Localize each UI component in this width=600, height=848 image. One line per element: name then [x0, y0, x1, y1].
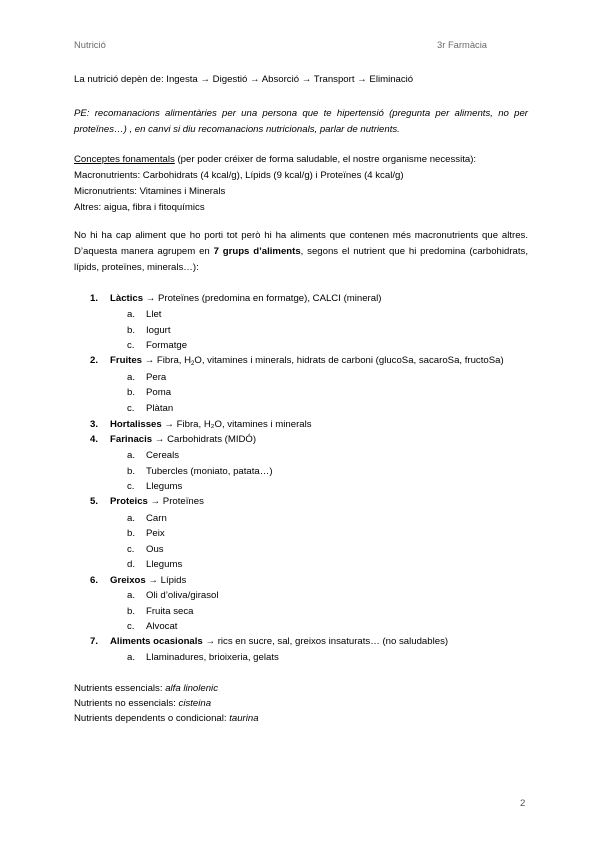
- note-value: taurina: [229, 713, 259, 724]
- item-letter: c.: [127, 403, 135, 414]
- item-text: Poma: [146, 387, 172, 398]
- group-number: 3.: [90, 419, 99, 430]
- note-label: Nutrients no essencials:: [74, 698, 179, 709]
- paragraph-after: , segons el nutrient que hi predomina (carbohidrats, lípids, proteïnes, minerals…):: [74, 246, 528, 274]
- concepts-heading: [74, 154, 476, 165]
- intro-line: La nutrició depèn de: Ingesta → Digestió → Absorció → Transport → Eliminació: [74, 74, 414, 85]
- group-desc: → Carbohidrats (MIDÓ): [152, 434, 257, 445]
- concepts-title-rest: (per poder créixer de forma saludable, el nostre organisme necessita):: [174, 154, 477, 165]
- group-line: [110, 355, 504, 367]
- group-line: [110, 636, 448, 647]
- group-name: Aliments ocasionals: [110, 636, 203, 647]
- group-line: [110, 575, 186, 586]
- item-text: Iogurt: [146, 325, 171, 336]
- item-letter: a.: [127, 372, 136, 383]
- groups-paragraph: [74, 228, 528, 277]
- item-text: Carn: [146, 513, 167, 524]
- paragraph-before: No hi ha cap aliment que ho porti tot però hi ha aliments que contenen més macronutrients que altres. D’aquesta manera agrupem en: [74, 230, 528, 258]
- item-letter: c.: [127, 621, 135, 632]
- altres-line: Altres: aigua, fibra i fitoquímics: [74, 202, 205, 213]
- note-essential: [74, 683, 218, 694]
- item-text: Llegums: [146, 559, 183, 570]
- item-text: Pera: [146, 372, 167, 383]
- item-letter: c.: [127, 340, 135, 351]
- group-desc: → rics en sucre, sal, greixos insaturats… (no saludables): [202, 636, 449, 647]
- macronutrients-line: Macronutrients: Carbohidrats (4 kcal/g), Lípids (9 kcal/g) i Proteïnes (4 kcal/g): [74, 170, 404, 181]
- note-value: alfa linolenic: [165, 683, 218, 694]
- item-text: Llaminadures, brioixeria, gelats: [146, 652, 279, 663]
- group-name: Hortalisses: [110, 419, 162, 430]
- group-number: 4.: [90, 434, 99, 445]
- item-letter: a.: [127, 450, 136, 461]
- item-text: Cereals: [146, 450, 180, 461]
- group-number: 5.: [90, 496, 99, 507]
- item-text: Formatge: [146, 340, 188, 351]
- item-letter: b.: [127, 466, 136, 477]
- group-line: [110, 496, 204, 507]
- group-desc: → Fibra, H₂O, vitamines i minerals: [161, 419, 312, 430]
- item-letter: b.: [127, 528, 136, 539]
- header-course: 3r Farmàcia: [437, 39, 488, 50]
- group-name: Proteics: [110, 496, 148, 507]
- group-desc: → Lípids: [145, 575, 187, 586]
- item-letter: a.: [127, 513, 136, 524]
- group-desc: → Proteïnes: [147, 496, 204, 507]
- group-name: Fruites: [110, 355, 142, 366]
- group-desc-sub: 2: [191, 361, 195, 367]
- item-text: Llet: [146, 309, 162, 320]
- pe-note: PE: recomanacions alimentàries per una persona que te hipertensió (pregunta per aliments, no per proteïnes…) , en canvi si diu recomanacions nutricionals, parlar de nutrients.: [74, 108, 528, 136]
- group-line: [110, 434, 256, 445]
- concepts-title: Conceptes fonamentals: [74, 154, 175, 165]
- item-letter: a.: [127, 309, 136, 320]
- item-letter: c.: [127, 544, 135, 555]
- header-title: Nutrició: [74, 39, 106, 50]
- item-letter: b.: [127, 606, 136, 617]
- item-letter: d.: [127, 559, 136, 570]
- item-letter: c.: [127, 481, 135, 492]
- group-name: Làctics: [110, 293, 144, 304]
- item-text: Tubercles (moniato, patata…): [146, 466, 273, 477]
- item-text: Llegums: [146, 481, 183, 492]
- note-non-essential: [74, 698, 211, 709]
- group-line: [110, 419, 312, 430]
- note-label: Nutrients essencials:: [74, 683, 166, 694]
- group-number: 2.: [90, 355, 99, 366]
- note-label: Nutrients dependents o condicional:: [74, 713, 230, 724]
- item-text: Plàtan: [146, 403, 174, 414]
- group-name: Greixos: [110, 575, 146, 586]
- group-number: 6.: [90, 575, 99, 586]
- item-text: Peix: [146, 528, 165, 539]
- item-letter: a.: [127, 652, 136, 663]
- item-letter: b.: [127, 325, 136, 336]
- group-desc-a: → Fibra, H: [142, 355, 192, 366]
- item-text: Fruita seca: [146, 606, 194, 617]
- item-letter: b.: [127, 387, 136, 398]
- note-value: cisteina: [178, 698, 212, 709]
- group-name: Farinacis: [110, 434, 153, 445]
- group-number: 1.: [90, 293, 99, 304]
- item-text: Alvocat: [146, 621, 178, 632]
- group-desc: → Proteïnes (predomina en formatge), CALCI (mineral): [143, 293, 382, 304]
- item-letter: a.: [127, 590, 136, 601]
- group-desc-b: O, vitamines i minerals, hidrats de carboni (glucoSa, sacaroSa, fructoSa): [194, 355, 504, 366]
- note-conditional: [74, 713, 259, 724]
- paragraph-bold: 7 grups d’aliments: [213, 246, 301, 258]
- group-line: [110, 293, 381, 304]
- page-number: 2: [520, 798, 526, 809]
- micronutrients-line: Micronutrients: Vitamines i Minerals: [74, 186, 226, 197]
- item-text: Ous: [146, 544, 164, 555]
- item-text: Oli d’oliva/girasol: [146, 590, 219, 601]
- group-number: 7.: [90, 636, 99, 647]
